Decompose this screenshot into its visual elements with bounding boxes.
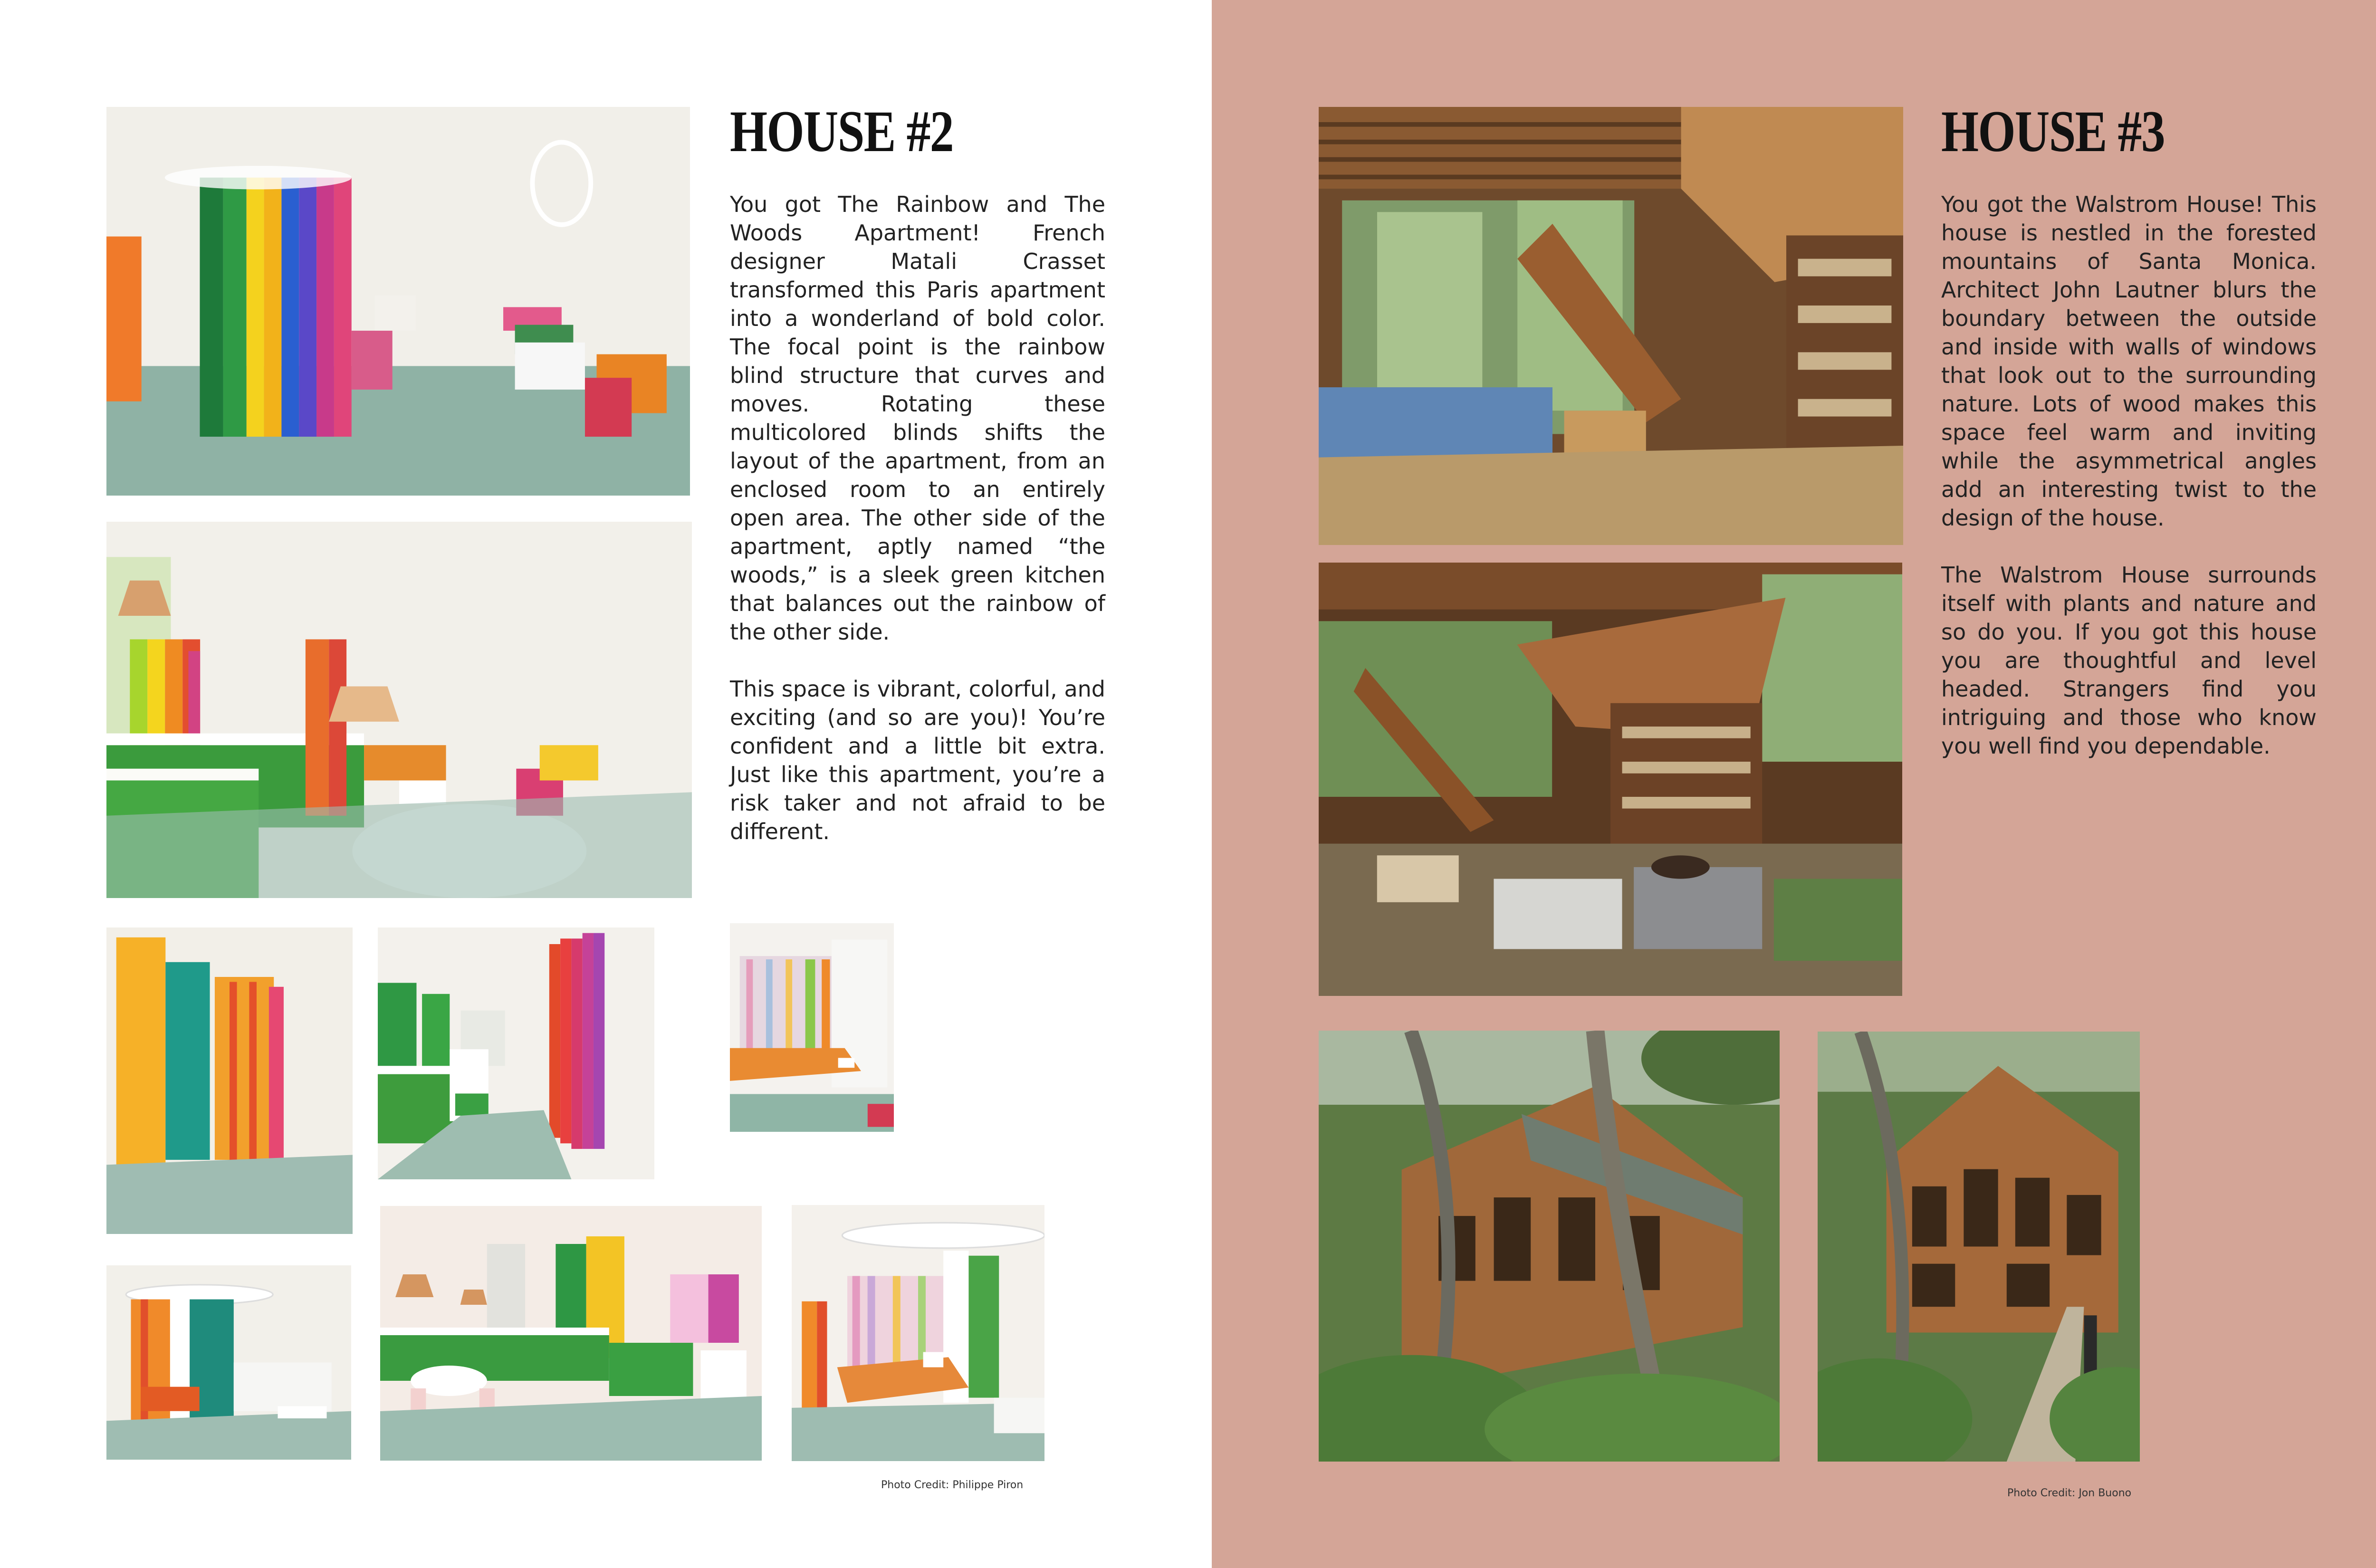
photo-walstrom-exterior-1 <box>1319 1031 1780 1462</box>
photo-kitchen-corridor <box>378 927 654 1179</box>
photo-walstrom-exterior-2 <box>1818 1032 2140 1462</box>
photo-orange-chair <box>106 1265 351 1460</box>
house2-body <box>730 190 1105 874</box>
photo-rainbow-room <box>106 107 690 496</box>
house2-title: HOUSE #2 <box>730 99 953 164</box>
house3-paragraph-1: You got the Walstrom House! This house is nestled in the forested mountains of Santa Monica. Architect John Lautner blurs the boundary between the outside and inside with walls of windows that look out to the surrounding nature. Lots of wood makes this space feel warm and inviting while the asymmetrical angles add an interesting twist to the design of the house. <box>1941 191 2317 531</box>
house3-body <box>1941 190 2317 789</box>
house3-title: HOUSE #3 <box>1941 99 2165 164</box>
right-page <box>1212 0 2376 1568</box>
photo-walstrom-stairs <box>1319 107 1903 545</box>
photo-green-kitchen <box>106 522 692 898</box>
house2-photo-credit: Photo Credit: Philippe Piron <box>881 1479 1024 1491</box>
house2-paragraph-1: You got The Rainbow and The Woods Apartment! French designer Matali Crasset transformed this Paris apartment into a wonderland of bold color. The focal point is the rainbow blind structure that curves and moves. Rotating these multicolored blinds shifts the layout of the apartment, from an enclosed room to an entirely open area. The other side of the apartment, aptly named “the woods,” is a sleek green kitchen that balances out the rainbow of the other side. <box>730 191 1105 645</box>
house3-photo-credit: Photo Credit: Jon Buono <box>2007 1487 2132 1499</box>
photo-rainbow-doorway <box>106 927 353 1234</box>
house3-paragraph-2: The Walstrom House surrounds itself with plants and nature and so do you. If you got this house you are thoughtful and level headed. Strangers find you intriguing and those who know you well find you dependable. <box>1941 562 2317 759</box>
photo-orange-daybed <box>792 1205 1044 1461</box>
photo-walstrom-kitchen <box>1319 563 1902 996</box>
photo-orange-bed <box>730 923 894 1132</box>
house2-paragraph-2: This space is vibrant, colorful, and exciting (and so are you)! You’re confident and a little bit extra. Just like this apartment, you’re a risk taker and not afraid to be different. <box>730 676 1105 844</box>
photo-dining-kitchen <box>380 1206 762 1461</box>
